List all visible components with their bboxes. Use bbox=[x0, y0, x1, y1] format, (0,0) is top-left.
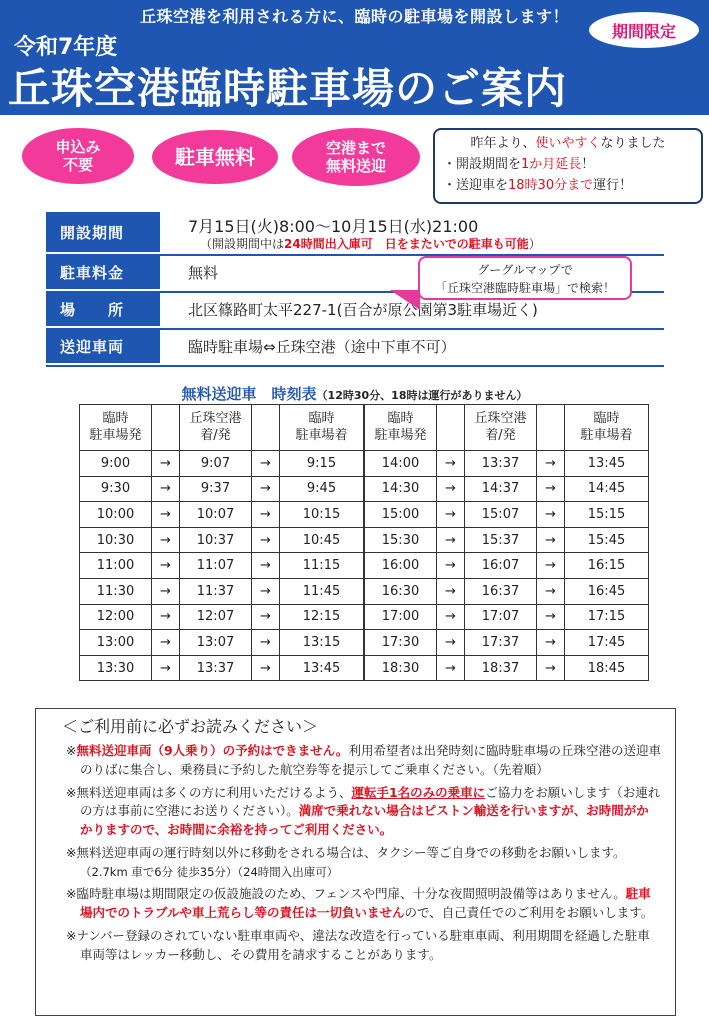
arrow-icon: → bbox=[252, 476, 280, 502]
arrive-time: 10:45 bbox=[280, 527, 364, 553]
text: 運行！ bbox=[593, 177, 633, 193]
arrive-time: 10:15 bbox=[280, 502, 364, 528]
arrive-time: 13:45 bbox=[280, 655, 364, 681]
col-header-blank bbox=[437, 405, 465, 451]
table-row bbox=[80, 476, 364, 502]
period-note bbox=[200, 235, 541, 252]
pill-text: 不要 bbox=[62, 156, 93, 174]
notice-item bbox=[66, 927, 661, 965]
col-header bbox=[365, 405, 437, 451]
arrow-icon: → bbox=[152, 604, 180, 630]
airport-time: 13:37 bbox=[180, 655, 252, 681]
header-year: 令和7年度 bbox=[14, 35, 118, 60]
arrow-icon: → bbox=[252, 578, 280, 604]
table-row bbox=[80, 630, 364, 656]
info-label: 駐車料金 bbox=[46, 256, 160, 289]
arrive-time: 15:45 bbox=[565, 527, 649, 553]
text: 着/発 bbox=[200, 427, 231, 443]
depart-time: 11:30 bbox=[80, 578, 152, 604]
text: 丘珠空港 bbox=[189, 411, 242, 427]
table-row bbox=[80, 451, 364, 477]
text: ※無料送迎車両は多くの方に利用いただけるよう、 bbox=[66, 784, 352, 800]
text: （開設期間中は bbox=[200, 237, 285, 251]
arrow-icon: → bbox=[437, 604, 465, 630]
notice-title: ＜ご利用前に必ずお読みください＞ bbox=[62, 717, 319, 736]
arrow-icon: → bbox=[537, 553, 565, 579]
depart-time: 9:30 bbox=[80, 476, 152, 502]
arrow-icon: → bbox=[252, 451, 280, 477]
place-value: 北区篠路町太平227-1(百合が原公園第3駐車場近く) bbox=[188, 301, 538, 319]
text: ※ナンバー登録のされていない駐車車両や、違法な改造を行っている駐車車両、利用期間を経過した駐車車両等はレッカー移動し、その費用を請求することがあります。 bbox=[66, 927, 650, 962]
arrow-icon: → bbox=[437, 527, 465, 553]
airport-time: 15:37 bbox=[465, 527, 537, 553]
airport-time: 12:07 bbox=[180, 604, 252, 630]
google-maps-callout bbox=[418, 256, 632, 300]
depart-time: 18:30 bbox=[365, 655, 437, 681]
arrive-time: 13:15 bbox=[280, 630, 364, 656]
arrive-time: 17:45 bbox=[565, 630, 649, 656]
text: ） bbox=[528, 237, 541, 251]
arrow-icon: → bbox=[152, 553, 180, 579]
col-header-blank bbox=[537, 405, 565, 451]
text: ！ bbox=[581, 156, 595, 172]
text: ご協力をお願いします（お連れの方は事前に空港にお送りください）。 bbox=[80, 784, 661, 819]
arrive-time: 18:45 bbox=[565, 655, 649, 681]
info-row-shuttle bbox=[46, 330, 664, 367]
arrow-icon: → bbox=[537, 655, 565, 681]
info-label: 場 所 bbox=[46, 293, 160, 326]
arrow-icon: → bbox=[252, 655, 280, 681]
arrow-icon: → bbox=[252, 604, 280, 630]
fee-value: 無料 bbox=[188, 264, 219, 282]
text-highlight: 1か月延長 bbox=[521, 156, 582, 172]
improvements-heading bbox=[443, 134, 693, 155]
arrow-icon: → bbox=[152, 655, 180, 681]
airport-time: 10:07 bbox=[180, 502, 252, 528]
text: 昨年より、 bbox=[470, 136, 536, 151]
depart-time: 15:00 bbox=[365, 502, 437, 528]
header-tagline: 丘珠空港を利用される方に、臨時の駐車場を開設します！ bbox=[139, 7, 569, 26]
arrive-time: 9:45 bbox=[280, 476, 364, 502]
text-highlight: 運転手1名のみの乗車に bbox=[351, 784, 486, 800]
arrow-icon: → bbox=[537, 604, 565, 630]
info-row-period bbox=[46, 212, 664, 256]
text: なりました bbox=[600, 136, 666, 151]
table-row bbox=[80, 578, 364, 604]
arrow-icon: → bbox=[437, 451, 465, 477]
table-row bbox=[365, 476, 649, 502]
table-row bbox=[365, 578, 649, 604]
arrow-icon: → bbox=[152, 527, 180, 553]
arrive-time: 9:15 bbox=[280, 451, 364, 477]
airport-time: 16:37 bbox=[465, 578, 537, 604]
arrive-time: 11:45 bbox=[280, 578, 364, 604]
arrive-time: 15:15 bbox=[565, 502, 649, 528]
table-row bbox=[365, 527, 649, 553]
pill-text: 空港まで bbox=[325, 139, 386, 157]
depart-time: 11:00 bbox=[80, 553, 152, 579]
text: 着/発 bbox=[485, 427, 516, 443]
arrow-icon: → bbox=[152, 630, 180, 656]
timetable-heading bbox=[0, 383, 709, 404]
arrow-icon: → bbox=[252, 502, 280, 528]
arrow-icon: → bbox=[537, 527, 565, 553]
arrow-icon: → bbox=[152, 578, 180, 604]
arrow-icon: → bbox=[152, 476, 180, 502]
text: 駐車場発 bbox=[374, 427, 427, 443]
depart-time: 15:30 bbox=[365, 527, 437, 553]
text: 臨時 bbox=[102, 411, 129, 427]
arrow-icon: → bbox=[537, 630, 565, 656]
text: 駐車場着 bbox=[295, 427, 348, 443]
airport-time: 11:37 bbox=[180, 578, 252, 604]
airport-time: 9:07 bbox=[180, 451, 252, 477]
airport-time: 9:37 bbox=[180, 476, 252, 502]
depart-time: 12:00 bbox=[80, 604, 152, 630]
pill-text: 申込み bbox=[55, 138, 101, 156]
improvement-item bbox=[443, 176, 693, 197]
timetable-right bbox=[364, 404, 649, 681]
text: ・送迎車を bbox=[443, 177, 509, 193]
arrow-icon: → bbox=[537, 451, 565, 477]
airport-time: 18:37 bbox=[465, 655, 537, 681]
arrow-icon: → bbox=[537, 578, 565, 604]
text: 利用希望者は出発時刻に臨時駐車場の丘珠空港の送迎車のりばに集合し、乗務員に予約した航空券等を提示してご乗車ください。（先着順） bbox=[80, 743, 661, 777]
pill-text: 駐車無料 bbox=[175, 145, 255, 169]
table-row bbox=[80, 502, 364, 528]
callout-text: グーグルマップで bbox=[477, 263, 573, 277]
arrive-time: 16:45 bbox=[565, 578, 649, 604]
arrow-icon: → bbox=[252, 527, 280, 553]
improvements-box bbox=[433, 128, 703, 204]
free-shuttle-badge bbox=[292, 128, 420, 186]
arrow-icon: → bbox=[252, 553, 280, 579]
col-header-blank bbox=[252, 405, 280, 451]
col-header-blank bbox=[152, 405, 180, 451]
text: ※ bbox=[66, 743, 77, 758]
airport-time: 16:07 bbox=[465, 553, 537, 579]
arrow-icon: → bbox=[252, 630, 280, 656]
improvement-item bbox=[443, 155, 693, 176]
shuttle-value: 臨時駐車場⇔丘珠空港（途中下車不可） bbox=[188, 338, 456, 356]
text: 臨時 bbox=[387, 411, 414, 427]
airport-time: 17:37 bbox=[465, 630, 537, 656]
table-row bbox=[80, 604, 364, 630]
notice-item bbox=[66, 784, 661, 840]
arrow-icon: → bbox=[537, 502, 565, 528]
timetable-note: （12時30分、18時は運行がありません） bbox=[316, 389, 528, 402]
arrow-icon: → bbox=[437, 502, 465, 528]
arrow-icon: → bbox=[537, 476, 565, 502]
depart-time: 17:00 bbox=[365, 604, 437, 630]
col-header bbox=[280, 405, 364, 451]
depart-time: 14:30 bbox=[365, 476, 437, 502]
depart-time: 13:30 bbox=[80, 655, 152, 681]
depart-time: 10:00 bbox=[80, 502, 152, 528]
arrow-icon: → bbox=[437, 476, 465, 502]
arrow-icon: → bbox=[437, 578, 465, 604]
col-header bbox=[180, 405, 252, 451]
depart-time: 16:00 bbox=[365, 553, 437, 579]
arrive-time: 12:15 bbox=[280, 604, 364, 630]
table-row bbox=[365, 655, 649, 681]
arrow-icon: → bbox=[152, 451, 180, 477]
depart-time: 14:00 bbox=[365, 451, 437, 477]
airport-time: 14:37 bbox=[465, 476, 537, 502]
arrive-time: 14:45 bbox=[565, 476, 649, 502]
depart-time: 10:30 bbox=[80, 527, 152, 553]
pill-text: 無料送迎 bbox=[325, 157, 386, 175]
arrive-time: 13:45 bbox=[565, 451, 649, 477]
period-value: 7月15日(火)8:00～10月15日(水)21:00 bbox=[188, 217, 479, 236]
page-title: 丘珠空港臨時駐車場のご案内 bbox=[8, 64, 568, 113]
info-label: 送迎車両 bbox=[46, 330, 160, 363]
text-highlight: 使いやすく bbox=[535, 136, 601, 151]
arrow-icon: → bbox=[437, 630, 465, 656]
airport-time: 17:07 bbox=[465, 604, 537, 630]
timetable-header-row bbox=[80, 405, 364, 451]
text-highlight: 満席で乗れない場合はピストン輸送を行いますが、お時間がかかりますので、お時間に余裕を持ってご利用ください。 bbox=[80, 803, 649, 837]
table-row bbox=[365, 451, 649, 477]
callout-text: 「丘珠空港臨時駐車場」で検索！ bbox=[434, 281, 615, 295]
arrow-icon: → bbox=[437, 655, 465, 681]
arrow-icon: → bbox=[437, 553, 465, 579]
table-row bbox=[80, 553, 364, 579]
depart-time: 9:00 bbox=[80, 451, 152, 477]
timetable-title: 無料送迎車 時刻表 bbox=[181, 385, 317, 403]
notice-box bbox=[35, 708, 676, 1016]
col-header bbox=[80, 405, 152, 451]
table-row bbox=[365, 630, 649, 656]
notice-item bbox=[66, 885, 661, 923]
airport-time: 13:07 bbox=[180, 630, 252, 656]
airport-time: 13:37 bbox=[465, 451, 537, 477]
no-application-badge bbox=[22, 128, 134, 184]
table-row bbox=[80, 527, 364, 553]
table-row bbox=[365, 604, 649, 630]
table-row bbox=[80, 655, 364, 681]
text: ※無料送迎車両の運行時刻以外に移動をされる場合は、タクシー等ご自身での移動をお願いします。 bbox=[66, 844, 626, 860]
airport-time: 15:07 bbox=[465, 502, 537, 528]
timetable-left bbox=[79, 404, 364, 681]
text: ※臨時駐車場は期間限定の仮設施設のため、フェンスや門扉、十分な夜間照明設備等はありません。 bbox=[66, 886, 626, 902]
arrow-icon: → bbox=[152, 502, 180, 528]
notice-item bbox=[66, 844, 661, 882]
text-highlight: 駐車場内でのトラブルや車上荒らし等の責任は一切負いません bbox=[80, 886, 651, 920]
text: 丘珠空港 bbox=[474, 411, 527, 427]
timetable-header-row bbox=[365, 405, 649, 451]
airport-time: 10:37 bbox=[180, 527, 252, 553]
arrive-time: 17:15 bbox=[565, 604, 649, 630]
table-row bbox=[365, 553, 649, 579]
col-header bbox=[565, 405, 649, 451]
text: 臨時 bbox=[593, 411, 620, 427]
text-highlight: 無料送迎車両（9人乗り）の予約はできません。 bbox=[76, 743, 349, 758]
text: （2.7km 車で6分 徒歩35分）（24時間入出庫可） bbox=[80, 864, 339, 879]
text: ・開設期間を bbox=[443, 156, 522, 172]
airport-time: 11:07 bbox=[180, 553, 252, 579]
free-parking-badge bbox=[152, 130, 278, 184]
depart-time: 17:30 bbox=[365, 630, 437, 656]
col-header bbox=[465, 405, 537, 451]
limited-time-badge: 期間限定 bbox=[587, 10, 701, 50]
info-label: 開設期間 bbox=[46, 212, 160, 252]
text: 臨時 bbox=[308, 411, 335, 427]
text: ので、自己責任でのご利用をお願いします。 bbox=[404, 905, 654, 920]
notice-item bbox=[66, 742, 661, 780]
text-highlight: 24時間出入庫可 日をまたいでの駐車も可能 bbox=[284, 237, 529, 251]
text-highlight: 18時30分まで bbox=[508, 177, 594, 193]
callout-tail bbox=[390, 290, 420, 310]
depart-time: 16:30 bbox=[365, 578, 437, 604]
arrive-time: 16:15 bbox=[565, 553, 649, 579]
table-row bbox=[365, 502, 649, 528]
text: 駐車場発 bbox=[89, 427, 142, 443]
text: 駐車場着 bbox=[580, 427, 633, 443]
arrive-time: 11:15 bbox=[280, 553, 364, 579]
depart-time: 13:00 bbox=[80, 630, 152, 656]
